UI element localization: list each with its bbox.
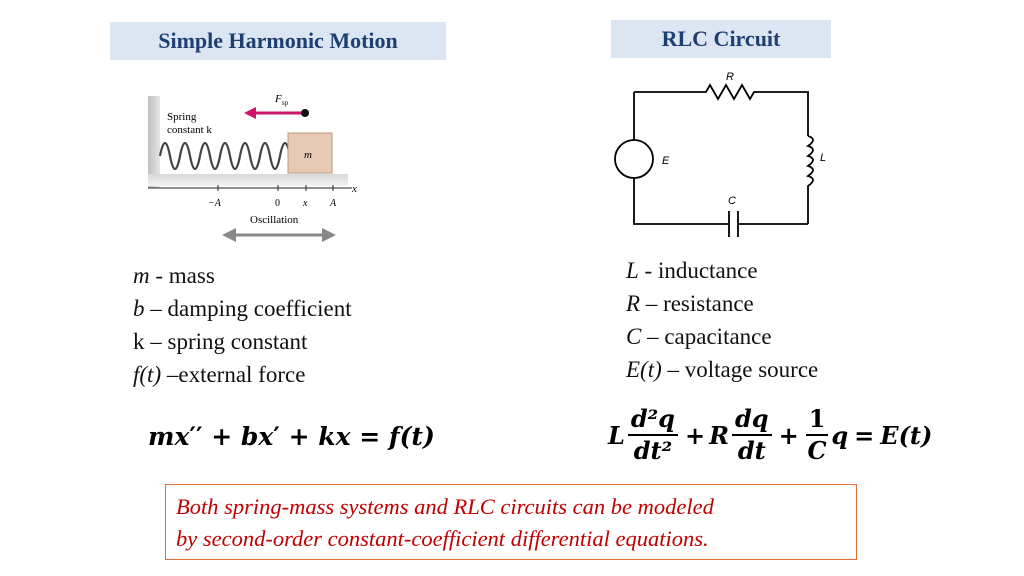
force-subscript: sp [282,99,289,107]
inductor-label: L [820,152,827,164]
def-damping [133,292,352,325]
tick-a: A [330,198,337,209]
spring [160,143,303,169]
resistor-label: R [726,71,734,83]
eq-k-term: kx [318,422,351,451]
rlc-circuit-diagram [610,66,835,246]
eq-R: R [709,420,730,450]
eq-q: q [831,420,849,450]
oscillation-label: Oscillation [250,214,299,226]
def-symbol: L [626,258,639,283]
def-symbol: b [133,296,145,321]
capacitor-label: C [728,195,736,207]
eq-frac-second-derivative [628,404,678,466]
spring-mass-equation [148,422,435,451]
rlc-definitions [626,254,818,386]
floor [148,174,348,186]
frac-denominator: C [807,436,827,465]
mass-label: m [304,149,312,161]
eq-b-term: bx [240,422,274,451]
frac-numerator: d²q [628,404,678,436]
def-symbol: m [133,263,150,288]
spring-label: Spring [167,111,197,123]
def-text: - inductance [638,258,758,283]
shm-definitions [133,259,352,391]
eq-primes: ′′ [189,422,203,451]
frac-denominator: dt² [633,436,673,465]
def-text: –external force [161,362,306,387]
def-text: – spring constant [144,329,308,354]
rlc-header: RLC Circuit [611,20,831,58]
eq-prime: ′ [273,422,280,451]
rlc-equation [608,400,932,470]
def-resistance [626,287,818,320]
spring-constant-label: constant k [167,124,212,136]
eq-equals: = [854,420,875,450]
def-symbol: R [626,291,641,316]
eq-plus: + [202,422,241,451]
def-text: - mass [149,263,215,288]
frac-denominator: dt [737,436,766,465]
def-capacitance [626,320,818,353]
note-line-2: by second-order constant-coefficient differential equations. [176,526,709,551]
def-symbol: f(t) [133,362,162,387]
eq-plus: + [778,420,799,450]
def-text: – resistance [640,291,754,316]
frac-numerator: dq [732,404,772,436]
def-symbol: k [133,329,145,354]
def-text: – voltage source [661,357,819,382]
eq-forcing: f(t) [388,422,435,451]
eq-frac-reciprocal-c [806,404,829,466]
x-axis-label: x [352,183,357,195]
def-spring-constant [133,325,352,358]
force-arrow [244,107,256,119]
def-mass [133,259,352,292]
eq-L: L [608,420,625,450]
tick-neg-a: −A [208,198,221,209]
eq-equals: = [350,422,389,451]
def-text: – capacitance [641,324,772,349]
shm-header: Simple Harmonic Motion [110,22,446,60]
eq-frac-first-derivative [732,404,772,466]
note-line-1: Both spring-mass systems and RLC circuits can be modeled [176,494,714,519]
conclusion-note [165,484,857,560]
def-symbol: E(t) [626,357,662,382]
frac-numerator: 1 [806,404,829,436]
tick-x: x [303,198,308,209]
spring-mass-diagram [140,88,365,248]
def-external-force [133,358,352,391]
force-point [301,109,309,117]
def-voltage-source [626,353,818,386]
eq-plus: + [279,422,319,451]
eq-plus: + [684,420,706,450]
eq-E: E(t) [880,420,933,450]
def-inductance [626,254,818,287]
source-label: E [662,155,670,167]
def-symbol: C [626,324,642,349]
eq-m-term: mx [148,422,190,451]
force-label: F [275,93,282,105]
tick-zero: 0 [275,198,280,209]
def-text: – damping coefficient [144,296,352,321]
